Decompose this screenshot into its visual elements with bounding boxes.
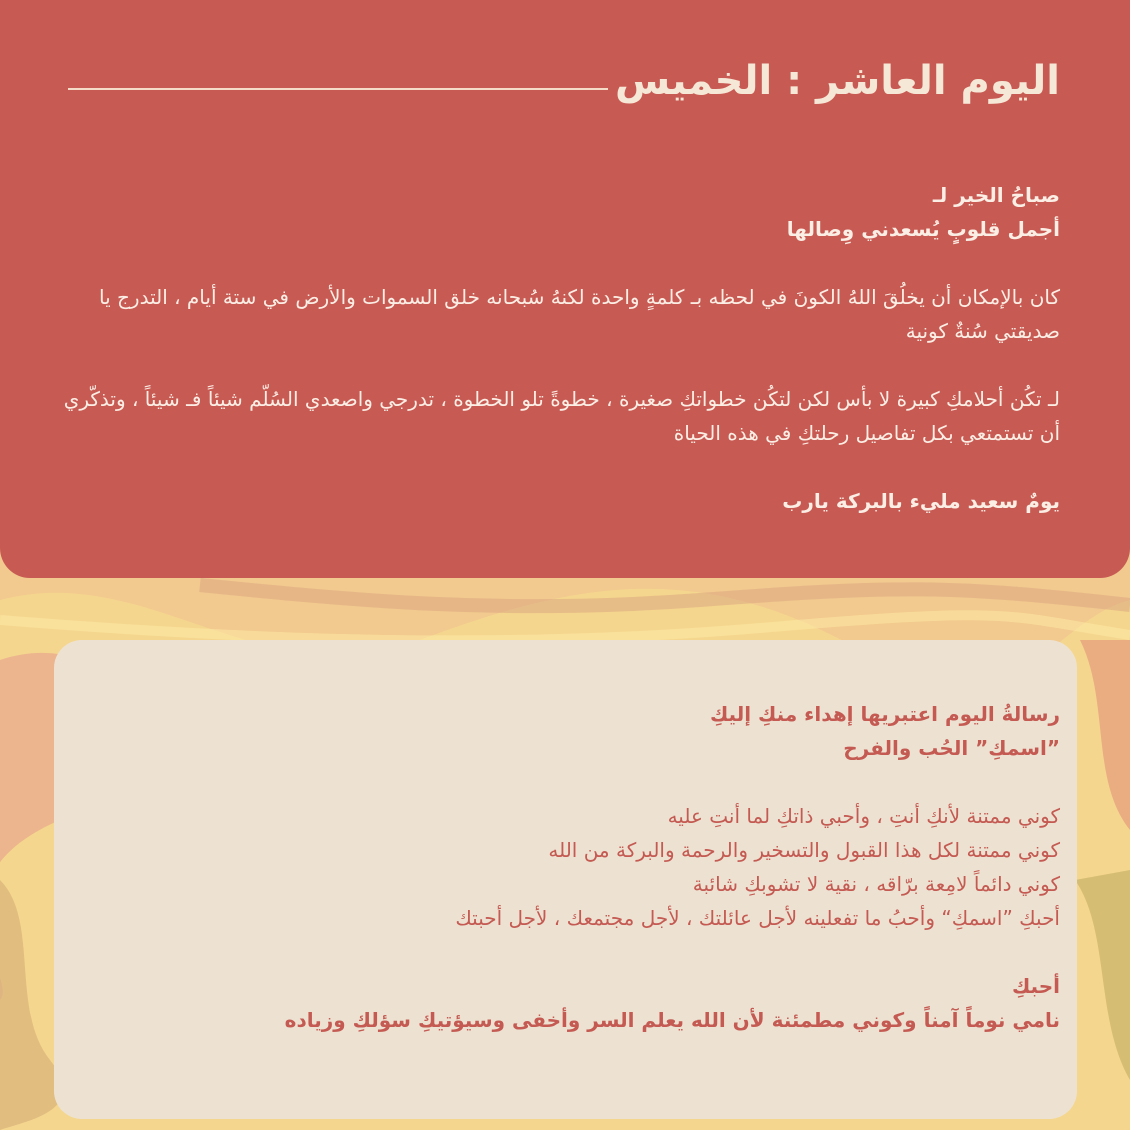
intro-line-1: رسالةُ اليوم اعتبريها إهداء منكِ إليكِ <box>709 702 1060 726</box>
affirmation-item: أحبكِ ”اسمكِ“ وأحبُ ما تفعلينه لأجل عائلتك ، لأجل مجتمعك ، لأجل أحبتك <box>455 906 1060 930</box>
paragraph-dreams: لـ تكُن أحلامكِ كبيرة لا بأس لكن لتكُن خطواتكِ صغيرة ، خطوةً تلو الخطوة ، تدرجي واصعدي السُلّم شيئاً فـ شيئاً ، وتذكّري أن تستمتعي بكل تفاصيل رحلتكِ في هذه الحياة <box>63 387 1060 445</box>
affirmation-item: كوني ممتنة لأنكِ أنتِ ، وأحبي ذاتكِ لما أنتِ عليه <box>667 804 1060 828</box>
affirmation-item: كوني ممتنة لكل هذا القبول والتسخير والرحمة والبركة من الله <box>548 838 1060 862</box>
top-message <box>60 178 1060 552</box>
top-closing: يومٌ سعيد مليء بالبركة يارب <box>782 489 1060 513</box>
paragraph-creation: كان بالإمكان أن يخلُقَ اللهُ الكونَ في لحظه بـ كلمةٍ واحدة لكنهُ سُبحانه خلق السموات والأرض في ستة أيام ، التدرج يا صديقتي سُنةٌ كونية <box>98 285 1060 343</box>
page-title: اليوم العاشر : الخميس <box>614 58 1060 104</box>
greeting <box>60 178 1060 246</box>
closing-line-2: نامي نوماً آمناً وكوني مطمئنة لأن الله يعلم السر وأخفى وسيؤتيكِ سؤلكِ وزياده <box>284 1008 1060 1032</box>
greeting-line-1: صباحُ الخير لـ <box>932 183 1060 207</box>
intro-line-2: ”اسمكِ” الحُب والفرح <box>843 736 1060 760</box>
bottom-intro <box>80 697 1060 765</box>
affirmation-item: كوني دائماً لامِعة برّاقه ، نقية لا تشوبكِ شائبة <box>692 872 1060 896</box>
title-divider <box>68 88 608 90</box>
bottom-closing <box>80 969 1060 1037</box>
affirmation-list <box>80 799 1060 935</box>
closing-line-1: أحبكِ <box>1011 974 1060 998</box>
bottom-message <box>80 697 1060 1071</box>
greeting-line-2: أجمل قلوبٍ يُسعدني وِصالها <box>786 217 1060 241</box>
